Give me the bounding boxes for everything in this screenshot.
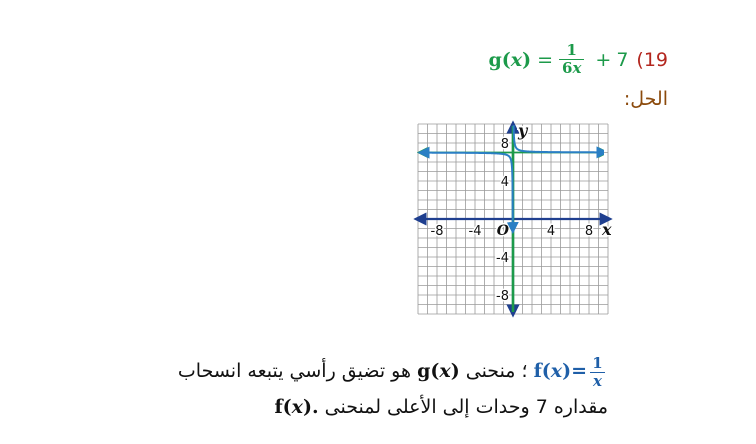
parent-fraction: $\frac{1}{x}$ (590, 355, 605, 390)
solution-label: الحل: (623, 88, 668, 110)
fraction-numerator: 1 (566, 41, 577, 59)
curve-right-branch (514, 125, 607, 152)
function-graph (414, 121, 612, 328)
problem-number: (19 (636, 48, 668, 71)
tick-labels (431, 121, 612, 304)
origin-label: O (496, 223, 509, 239)
fraction-denominator: 6x (559, 59, 584, 77)
y-tick-label: -8 (496, 289, 509, 304)
parent-function: f(x)= $\frac{1}{x}$ (534, 354, 608, 390)
function-name: g(x) (488, 48, 532, 71)
x-tick-label: -8 (430, 224, 444, 239)
text-segment-1: ؛ منحنى (465, 360, 528, 382)
text-segment-2: هو تضيق رأسي يتبعه انسحاب (177, 360, 412, 382)
x-tick-label: 8 (584, 224, 594, 239)
x-axis-label: x (602, 220, 612, 239)
y-tick-label: -4 (496, 251, 509, 266)
problem-statement (488, 42, 668, 77)
g-name: g(x) (417, 360, 460, 382)
explanation-line-1 (88, 354, 608, 390)
x-tick-label: 4 (546, 224, 556, 239)
text-segment-3: مقداره 7 وحدات إلى الأعلى لمنحنى (324, 395, 608, 418)
explanation (88, 354, 608, 424)
y-tick-label: 4 (500, 175, 509, 190)
constant: 7 (616, 48, 629, 71)
x-tick-label: -4 (468, 224, 482, 239)
f-name: f(x). (274, 395, 319, 418)
plus-sign: + (595, 48, 612, 71)
explanation-line-2 (88, 390, 608, 424)
equals-sign: = (537, 48, 553, 71)
y-tick-label: 8 (500, 137, 509, 152)
fraction (559, 42, 584, 77)
y-axis-label: y (518, 121, 528, 140)
